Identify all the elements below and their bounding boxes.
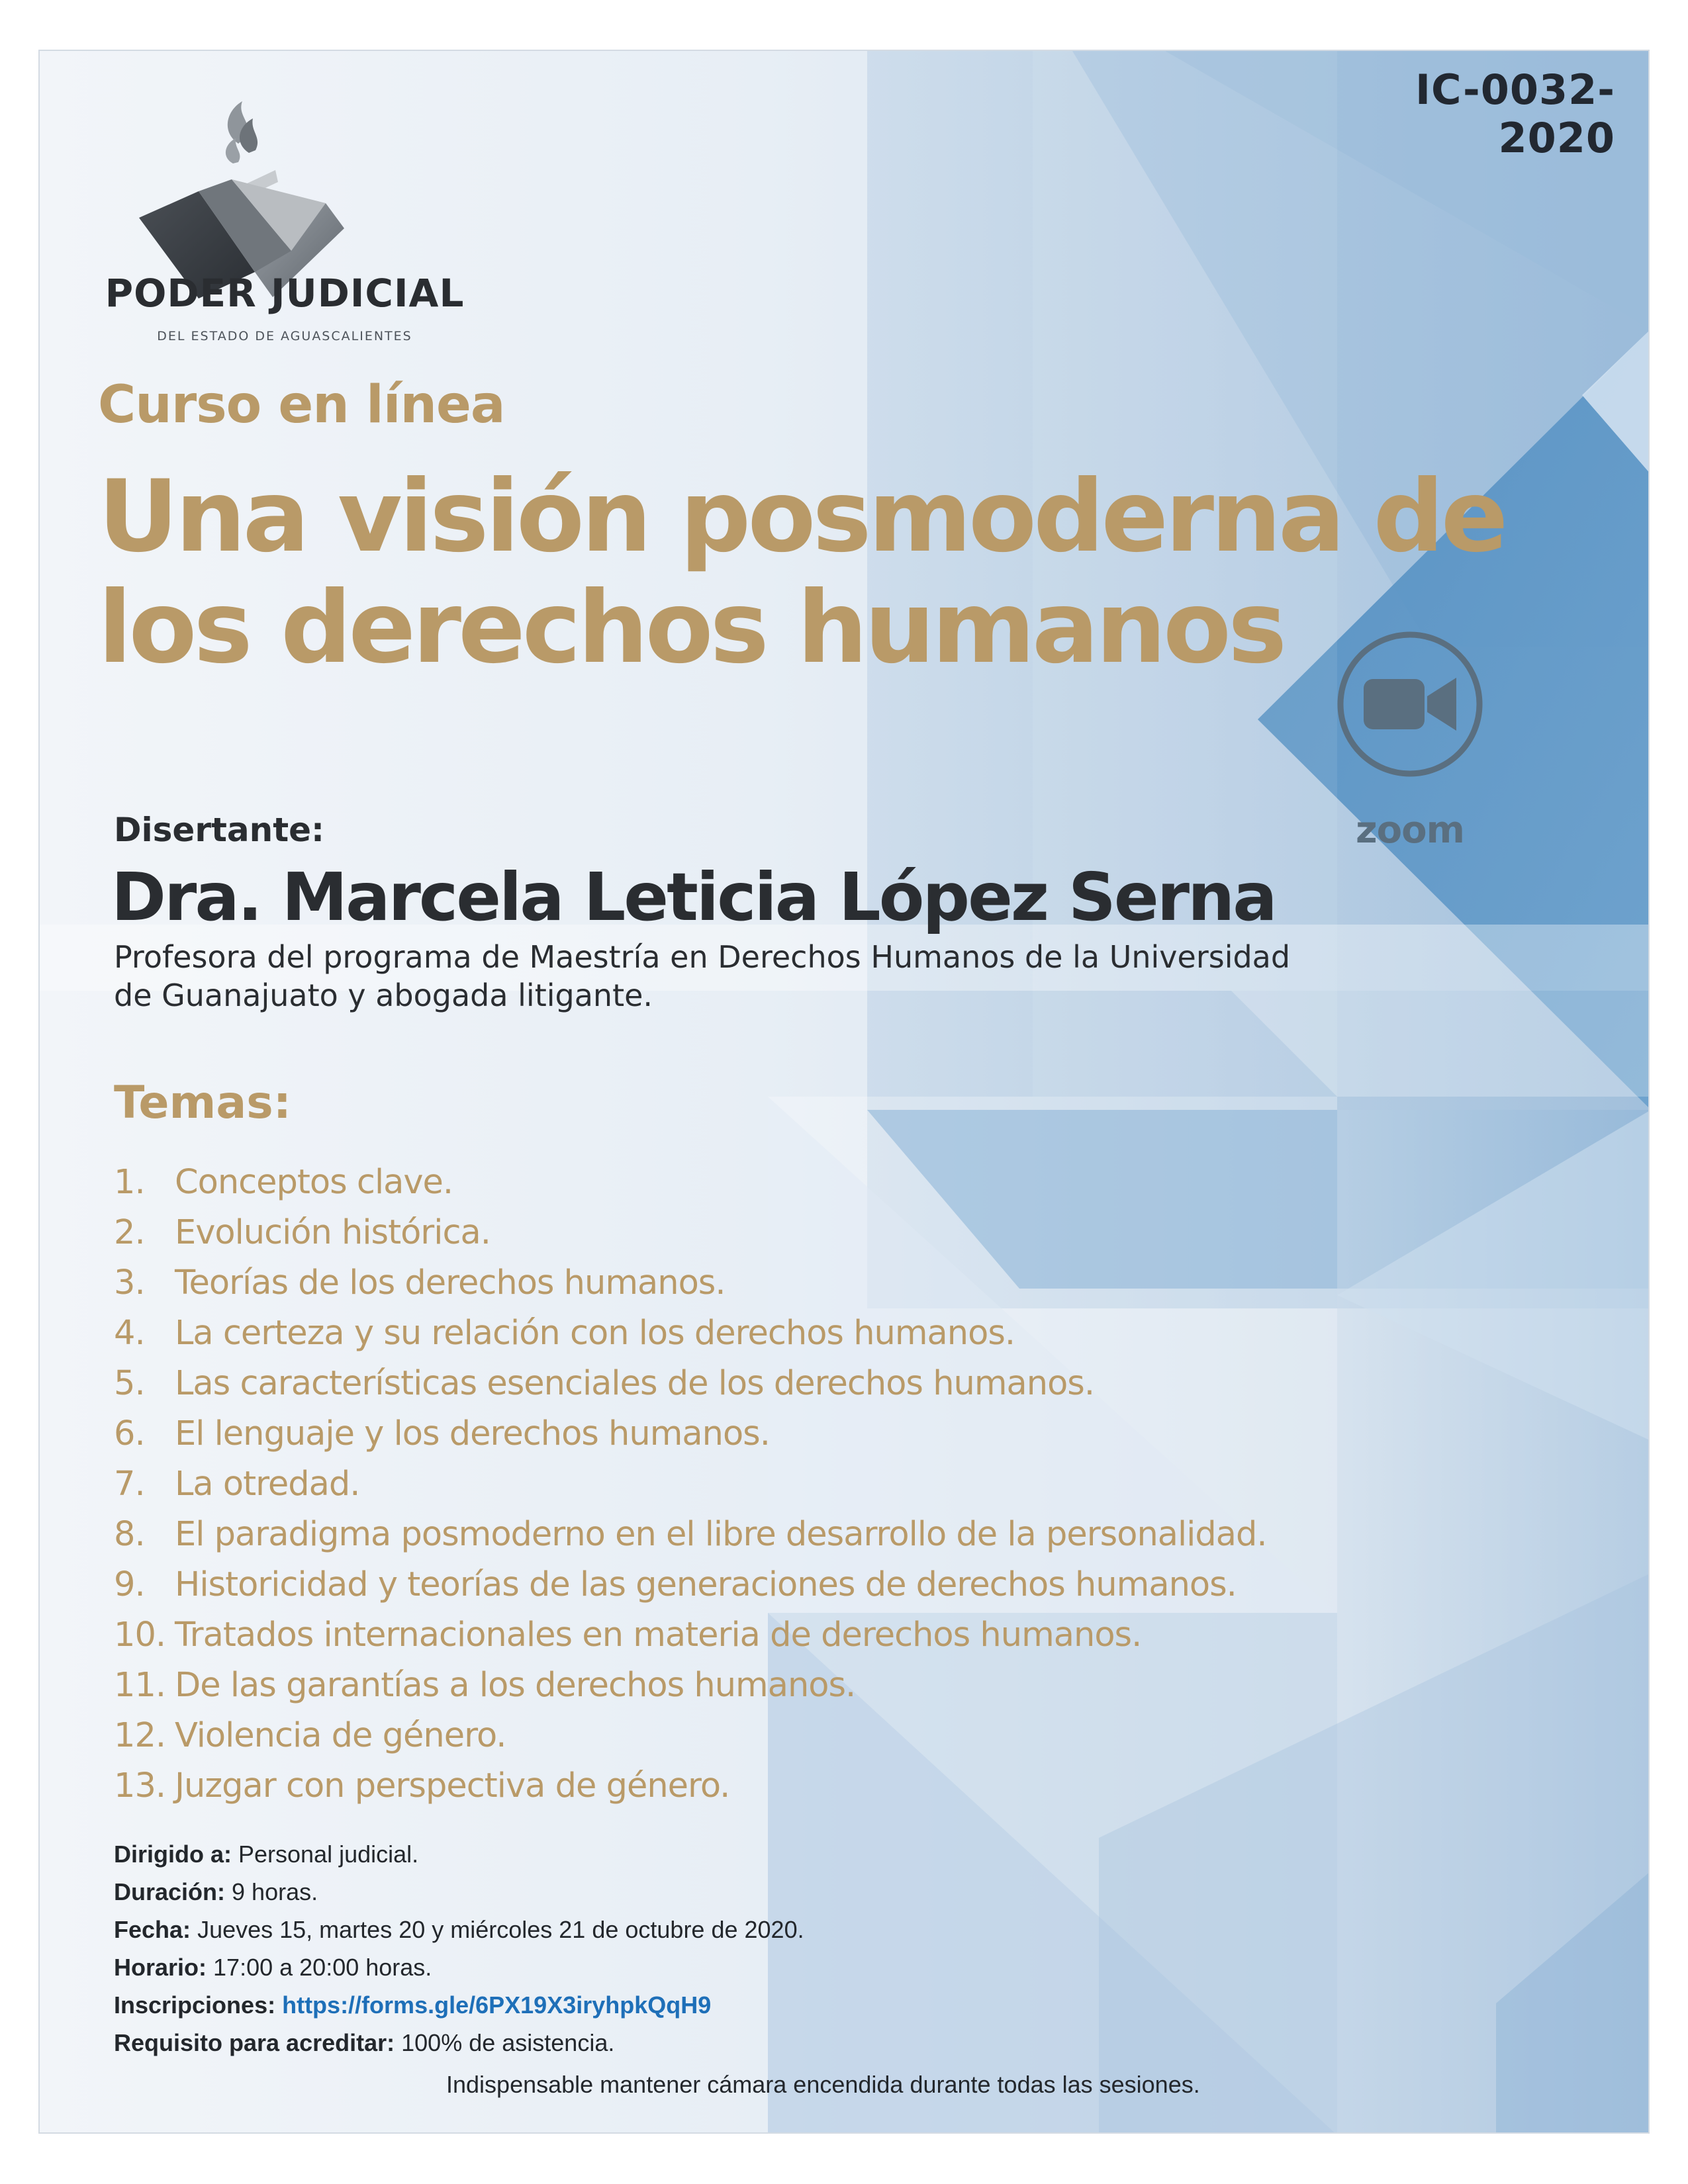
course-type: Curso en línea (98, 375, 505, 435)
detail-duration (114, 1873, 1603, 1911)
topic-number: 4. (114, 1314, 145, 1353)
detail-date (114, 1911, 1603, 1948)
topic-number: 12. (114, 1716, 166, 1755)
topic-text: Juzgar con perspectiva de género. (175, 1766, 730, 1805)
topics-heading: Temas: (114, 1077, 291, 1129)
topic-text: Evolución histórica. (175, 1213, 491, 1252)
detail-value: Personal judicial. (238, 1841, 419, 1868)
document-code: IC-0032-2020 (1415, 66, 1615, 162)
camera-note: Indispensable mantener cámara encendida durante todas las sesiones. (446, 2071, 1200, 2098)
topic-item (114, 1158, 1603, 1208)
topic-text: El lenguaje y los derechos humanos. (175, 1414, 770, 1453)
detail-value: Jueves 15, martes 20 y miércoles 21 de octubre de 2020. (197, 1916, 804, 1943)
registration-link[interactable]: https://forms.gle/6PX19X3iryhpkQqH9 (282, 1991, 712, 2019)
topic-text: Tratados internacionales en materia de derechos humanos. (175, 1615, 1142, 1655)
topic-text: Las características esenciales de los derechos humanos. (175, 1364, 1095, 1403)
zoom-badge (1324, 617, 1496, 868)
topic-number: 2. (114, 1213, 145, 1252)
topic-item (114, 1610, 1603, 1661)
topic-text: Conceptos clave. (175, 1163, 453, 1202)
topic-number: 10. (114, 1615, 166, 1655)
video-camera-icon (1331, 625, 1489, 784)
detail-value: 17:00 a 20:00 horas. (213, 1954, 432, 1981)
topic-text: Violencia de género. (175, 1716, 506, 1755)
topic-number: 13. (114, 1766, 166, 1805)
topic-number: 7. (114, 1465, 145, 1504)
topic-item (114, 1258, 1603, 1308)
topic-number: 5. (114, 1364, 145, 1403)
topic-number: 3. (114, 1263, 145, 1302)
topic-number: 11. (114, 1666, 166, 1705)
detail-schedule (114, 1948, 1603, 1986)
organization-name: PODER JUDICIAL (105, 271, 465, 316)
detail-value: 100% de asistencia. (401, 2029, 615, 2056)
topic-item (114, 1308, 1603, 1359)
detail-label: Requisito para acreditar: (114, 2029, 395, 2056)
topic-item (114, 1208, 1603, 1258)
topic-number: 8. (114, 1515, 145, 1554)
zoom-label: zoom (1356, 809, 1464, 852)
topic-number: 9. (114, 1565, 145, 1604)
course-poster (38, 50, 1650, 2134)
topic-text: El paradigma posmoderno en el libre desarrollo de la personalidad. (175, 1515, 1267, 1554)
topic-text: Teorías de los derechos humanos. (175, 1263, 726, 1302)
detail-label: Inscripciones: (114, 1991, 276, 2019)
topic-item (114, 1711, 1603, 1761)
detail-label: Horario: (114, 1954, 207, 1981)
speaker-bio: Profesora del programa de Maestría en Derechos Humanos de la Universidad de Guanajuato y abogada litigante. (114, 939, 1291, 1013)
detail-audience (114, 1835, 1603, 1873)
topic-item (114, 1661, 1603, 1711)
detail-registration (114, 1986, 1603, 2024)
topic-item (114, 1409, 1603, 1459)
course-details (114, 1835, 1603, 2062)
organization-subtitle: DEL ESTADO DE AGUASCALIENTES (157, 329, 412, 343)
topic-text: Historicidad y teorías de las generaciones de derechos humanos. (175, 1565, 1237, 1604)
topic-number: 6. (114, 1414, 145, 1453)
topic-item (114, 1459, 1603, 1510)
topic-item (114, 1510, 1603, 1560)
open-book-flame-icon (79, 92, 490, 410)
topic-item (114, 1560, 1603, 1610)
detail-requirement (114, 2024, 1603, 2062)
detail-value: 9 horas. (232, 1878, 318, 1905)
topic-text: La certeza y su relación con los derechos humanos. (175, 1314, 1015, 1353)
topic-text: La otredad. (175, 1465, 360, 1504)
topic-item (114, 1761, 1603, 1811)
topic-text: De las garantías a los derechos humanos. (175, 1666, 856, 1705)
speaker-label: Disertante: (114, 811, 325, 849)
topic-number: 1. (114, 1163, 145, 1202)
topic-item (114, 1359, 1603, 1409)
detail-label: Fecha: (114, 1916, 191, 1943)
speaker-name: Dra. Marcela Leticia López Serna (111, 858, 1276, 936)
detail-label: Duración: (114, 1878, 226, 1905)
topics-list (114, 1158, 1603, 1811)
detail-label: Dirigido a: (114, 1841, 232, 1868)
course-title: Una visión posmoderna de los derechos humanos (98, 459, 1505, 686)
